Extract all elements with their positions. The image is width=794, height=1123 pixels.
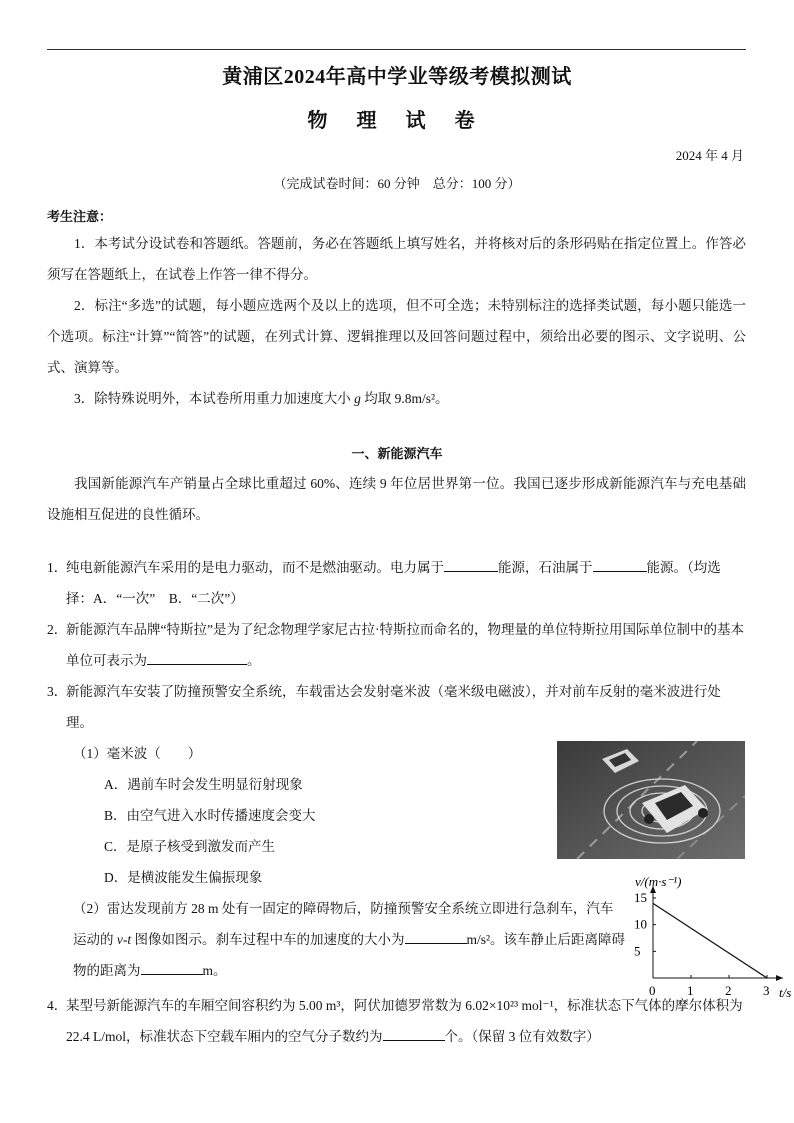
question-1 (66, 552, 746, 614)
vt-xtick-label: 0 (649, 983, 656, 998)
vt-ytick-label: 15 (634, 890, 647, 905)
q2-number: 2． (47, 622, 68, 637)
notice-item-3-text: 3．除特殊说明外，本试卷所用重力加速度大小 (74, 391, 355, 406)
q1-blank-2[interactable] (593, 557, 647, 572)
q3-sub2 (73, 893, 626, 986)
q1-blank-1[interactable] (444, 557, 498, 572)
section-intro: 我国新能源汽车产销量占全球比重超过 60%、连续 9 年位居世界第一位。我国已逐步形成新能源汽车与充电基础设施相互促进的良性循环。 (47, 476, 746, 522)
vt-xlabel: t/s (779, 985, 792, 1000)
notice-item-3-value: 均取 9.8m/s²。 (360, 391, 449, 406)
vt-x-arrow (776, 975, 783, 981)
time-info: （完成试卷时间：60 分钟 总分：100 分） (273, 176, 521, 191)
q4-number: 4． (47, 998, 68, 1013)
q1-number: 1． (47, 560, 68, 575)
vt-xtick-label: 2 (725, 983, 732, 998)
top-rule (47, 49, 746, 50)
q1-text-a: 纯电新能源汽车采用的是电力驱动，而不是燃油驱动。电力属于 (66, 560, 444, 575)
q3-sub1: （1）毫米波（ ） (73, 746, 202, 761)
vt-xtick-label: 1 (687, 983, 694, 998)
question-4 (66, 990, 746, 1052)
notice-item-3 (47, 383, 746, 414)
q3-blank-accel[interactable] (405, 929, 467, 944)
gravity-symbol: g (354, 391, 361, 406)
exam-date: 2024 年 4 月 (675, 148, 744, 163)
q3-option-c[interactable]: C．是原子核受到激发而产生 (104, 839, 276, 854)
q3-number: 3． (47, 684, 68, 699)
q4-blank[interactable] (383, 1026, 445, 1041)
q3-sub2-text-b: 图像如图示。刹车过程中车的加速度的大小为 (131, 932, 405, 947)
q3-option-b[interactable]: B．由空气进入水时传播速度会变大 (104, 808, 316, 823)
vt-axes (650, 886, 783, 981)
q4-text-b: 个。（保留 3 位有效数字） (444, 1029, 600, 1044)
radar-car-illustration (557, 741, 745, 859)
vt-xtick-label: 3 (763, 983, 770, 998)
section-heading: 一、新能源汽车 (351, 447, 443, 462)
notice-heading: 考生注意： (47, 210, 113, 225)
vt-ytick-label: 10 (634, 916, 647, 932)
vt-series (653, 903, 767, 978)
vt-ylabel: v/(m·s⁻¹) (635, 874, 682, 889)
notice-item-1: 1．本考试分设试卷和答题纸。答题前，务必在答题纸上填写姓名，并将核对后的条形码贴在指定位置上。作答必须写在答题纸上，在试卷上作答一律不得分。 (47, 236, 746, 282)
q3-sub2-text-a: （2）雷达发现前方 28 m 处有一固定的障碍物后，防撞预警安全系统立即进行急刹车，汽车运动的 (73, 901, 614, 947)
q1-text-c: 能源。（均选择：A．“一次” B．“二次”） (66, 560, 721, 606)
question-2 (66, 614, 746, 676)
q2-text-b: 。 (247, 653, 261, 668)
q4-text-a: 某型号新能源汽车的车厢空间容积约为 5.00 m³，阿伏加德罗常数为 6.02×10²³ mol⁻¹，标准状态下气体的摩尔体积为 22.4 L/mol，标准状态下空载车厢内的空气分子数约为 (66, 998, 743, 1044)
vt-graph (633, 866, 793, 1001)
q2-text-a: 新能源汽车品牌“特斯拉”是为了纪念物理学家尼古拉·特斯拉而命名的，物理量的单位特斯拉用国际单位制中的基本单位可表示为 (66, 622, 744, 668)
question-3-stem: 新能源汽车安装了防撞预警安全系统，车载雷达会发射毫米波（毫米级电磁波），并对前车反射的毫米波进行处理。 (66, 684, 721, 730)
radar-car-photo (557, 741, 745, 859)
vt-symbol: v-t (116, 932, 132, 947)
q2-blank[interactable] (147, 650, 247, 665)
q3-option-d[interactable]: D．是横波能发生偏振现象 (104, 870, 263, 885)
notice-item-2: 2．标注“多选”的试题，每小题应选两个及以上的选项，但不可全选；未特别标注的选择类试题，每小题只能选一个选项。标注“计算”“简答”的试题，在列式计算、逻辑推理以及回答问题过程中，须给出必要的图示、文字说明、公式、演算等。 (47, 298, 746, 375)
exam-title: 黄浦区2024年高中学业等级考模拟测试 (222, 66, 572, 88)
q3-sub2-text-c: m/s²。该车静止后距离障碍物的距离为 (73, 932, 626, 978)
q1-text-b: 能源，石油属于 (498, 560, 593, 575)
q3-blank-distance[interactable] (141, 960, 203, 975)
q3-sub2-text-d: m。 (202, 963, 227, 978)
q3-option-a[interactable]: A．遇前车时会发生明显衍射现象 (104, 777, 303, 792)
vt-ytick-label: 5 (634, 943, 641, 959)
vt-line (653, 903, 767, 978)
vt-ticks (634, 890, 770, 998)
paper-subtitle: 物 理 试 卷 (307, 110, 487, 132)
